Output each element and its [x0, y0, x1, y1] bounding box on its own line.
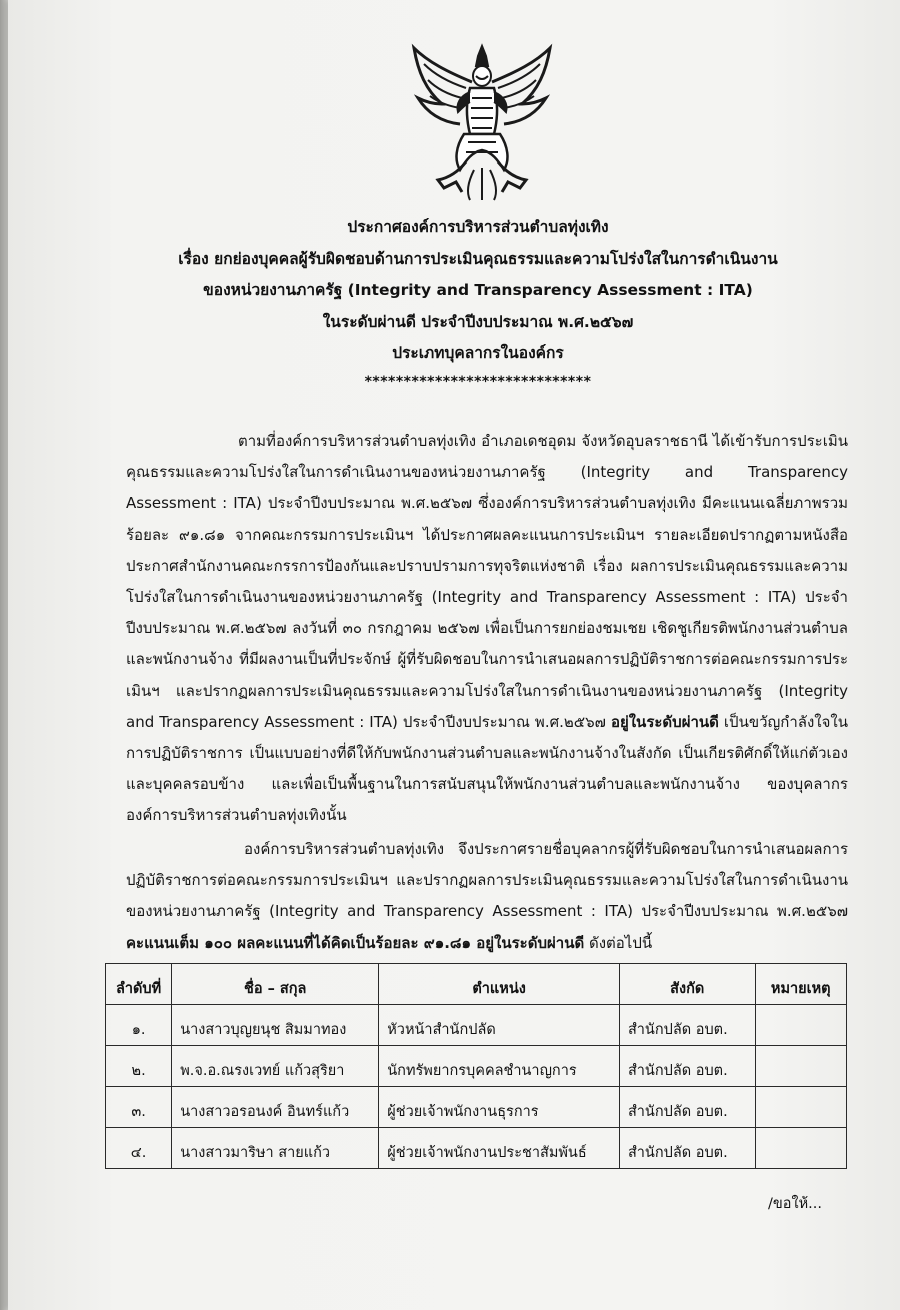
- cell-name: นางสาวมาริษา สายแก้ว: [172, 1128, 379, 1169]
- table-row: [106, 1005, 847, 1046]
- cell-order: ๑.: [106, 1005, 172, 1046]
- cell-remarks: [755, 1087, 846, 1128]
- cell-order: ๔.: [106, 1128, 172, 1169]
- paragraph1-text: ตามที่องค์การบริหารส่วนตำบลทุ่งเทิง อำเภอเดชอุดม จังหวัดอุบลราชธานี ได้เข้ารับการประเมินคุณธรรมและความโปร่งใสในการดำเนินงานของหน่วยงานภาครัฐ (Integrity and Transparency Assessment : ITA) ประจำปีงบประมาณ พ.ศ.๒๕๖๗ ซึ่งองค์การบริหารส่วนตำบลทุ่งเทิง มีคะแนนเฉลี่ยภาพรวม ร้อยละ ๙๑.๘๑ จากคณะกรรมการประเมินฯ ได้ประกาศผลคะแนนการประเมินฯ รายละเอียดปรากฏตามหนังสือ ประกาศสำนักงานคณะกรรการป้องกันและปราบปรามการทุจริตแห่งชาติ เรื่อง ผลการประเมินคุณธรรมและความโปร่งใสในการดำเนินงานของหน่วยงานภาครัฐ (Integrity and Transparency Assessment : ITA) ประจำปีงบประมาณ พ.ศ.๒๕๖๗ ลงวันที่ ๓๐ กรกฎาคม ๒๕๖๗ เพื่อเป็นการยกย่องชมเชย เชิดชูเกียรติพนักงานส่วนตำบล และพนักงานจ้าง ที่มีผลงานเป็นที่ประจักษ์ ผู้ที่รับผิดชอบในการนำเสนอผลการปฏิบัติราชการต่อคณะกรรมการประเมินฯ และปรากฏผลการประเมินคุณธรรมและความโปร่งใสในการดำเนินงานของหน่วยงานภาครัฐ (Integrity and Transparency Assessment : ITA) ประจำปีงบประมาณ พ.ศ.๒๕๖๗: [126, 432, 848, 731]
- announcement-category: ประเภทบุคลากรในองค์กร: [392, 344, 564, 362]
- garuda-emblem-icon: [408, 42, 556, 202]
- continuation-note: /ขอให้...: [768, 1196, 822, 1212]
- announcement-header: [68, 212, 888, 394]
- cell-remarks: [755, 1005, 846, 1046]
- paragraph2-text: องค์การบริหารส่วนตำบลทุ่งเทิง จึงประกาศรายชื่อบุคลากรผู้ที่รับผิดชอบในการนำเสนอผลการปฏิบัติราชการต่อคณะกรรมการประเมินฯ และปรากฏผลการประเมินคุณธรรมและความโปร่งใสในการดำเนินงานของหน่วยงานภาครัฐ (Integrity and Transparency Assessment : ITA) ประจำปีงบประมาณ พ.ศ.๒๕๖๗: [126, 840, 848, 921]
- table-header-row: [106, 964, 847, 1005]
- announcement-subject-line2: ของหน่วยงานภาครัฐ (Integrity and Transparency Assessment : ITA): [203, 281, 753, 299]
- cell-order: ๓.: [106, 1087, 172, 1128]
- cell-name: พ.จ.อ.ณรงเวทย์ แก้วสุริยา: [172, 1046, 379, 1087]
- announcement-title: ประกาศองค์การบริหารส่วนตำบลทุ่งเทิง: [347, 218, 609, 236]
- cell-position: นักทรัพยากรบุคคลชำนาญการ: [379, 1046, 620, 1087]
- cell-name: นางสาวอรอนงค์ อินทร์แก้ว: [172, 1087, 379, 1128]
- header-position: ตำแหน่ง: [379, 964, 620, 1005]
- cell-affiliation: สำนักปลัด อบต.: [619, 1005, 755, 1046]
- table-row: [106, 1046, 847, 1087]
- cell-affiliation: สำนักปลัด อบต.: [619, 1087, 755, 1128]
- cell-position: ผู้ช่วยเจ้าพนักงานประชาสัมพันธ์: [379, 1128, 620, 1169]
- table-row: [106, 1128, 847, 1169]
- header-remarks: หมายเหตุ: [755, 964, 846, 1005]
- cell-affiliation: สำนักปลัด อบต.: [619, 1128, 755, 1169]
- paragraph2-bold-text: คะแนนเต็ม ๑๐๐ ผลคะแนนที่ได้คิดเป็นร้อยละ ๙๑.๘๑ อยู่ในระดับผ่านดี: [126, 933, 585, 952]
- paragraph1-bold-text: อยู่ในระดับผ่านดี: [610, 712, 719, 731]
- document-page: [8, 0, 900, 1310]
- cell-remarks: [755, 1046, 846, 1087]
- page-fold-edge: [0, 0, 8, 1310]
- cell-affiliation: สำนักปลัด อบต.: [619, 1046, 755, 1087]
- paragraph1-text-end: เป็นขวัญกำลังใจในการปฏิบัติราชการ เป็นแบบอย่างที่ดีให้กับพนักงานส่วนตำบลและพนักงานจ้างในสังกัด เป็นเกียรติศักดิ์ให้แก่ตัวเองและบุคคลรอบข้าง และเพื่อเป็นพื้นฐานในการสนับสนุนให้พนักงานส่วนตำบลและพนักงานจ้าง ของบุคลากรองค์การบริหารส่วนตำบลทุ่งเทิงนั้น: [126, 712, 848, 825]
- cell-remarks: [755, 1128, 846, 1169]
- header-order: ลำดับที่: [106, 964, 172, 1005]
- announcement-subject: เรื่อง ยกย่องบุคคลผู้รับผิดชอบด้านการประเมินคุณธรรมและความโปร่งใสในการดำเนินงาน: [178, 249, 778, 268]
- cell-position: หัวหน้าสำนักปลัด: [379, 1005, 620, 1046]
- cell-position: ผู้ช่วยเจ้าพนักงานธุรการ: [379, 1087, 620, 1128]
- paragraph2-text-end: ดังต่อไปนี้: [588, 933, 653, 952]
- body-paragraph-1: [126, 426, 848, 832]
- header-name: ชื่อ – สกุล: [172, 964, 379, 1005]
- header-affiliation: สังกัด: [619, 964, 755, 1005]
- header-separator: *****************************: [364, 373, 592, 390]
- announcement-level-year: ในระดับผ่านดี ประจำปีงบประมาณ พ.ศ.๒๕๖๗: [322, 312, 634, 331]
- table-row: [106, 1087, 847, 1128]
- cell-order: ๒.: [106, 1046, 172, 1087]
- body-paragraph-2: [126, 834, 848, 959]
- personnel-table: [105, 963, 847, 1169]
- cell-name: นางสาวบุญยนุช สิมมาทอง: [172, 1005, 379, 1046]
